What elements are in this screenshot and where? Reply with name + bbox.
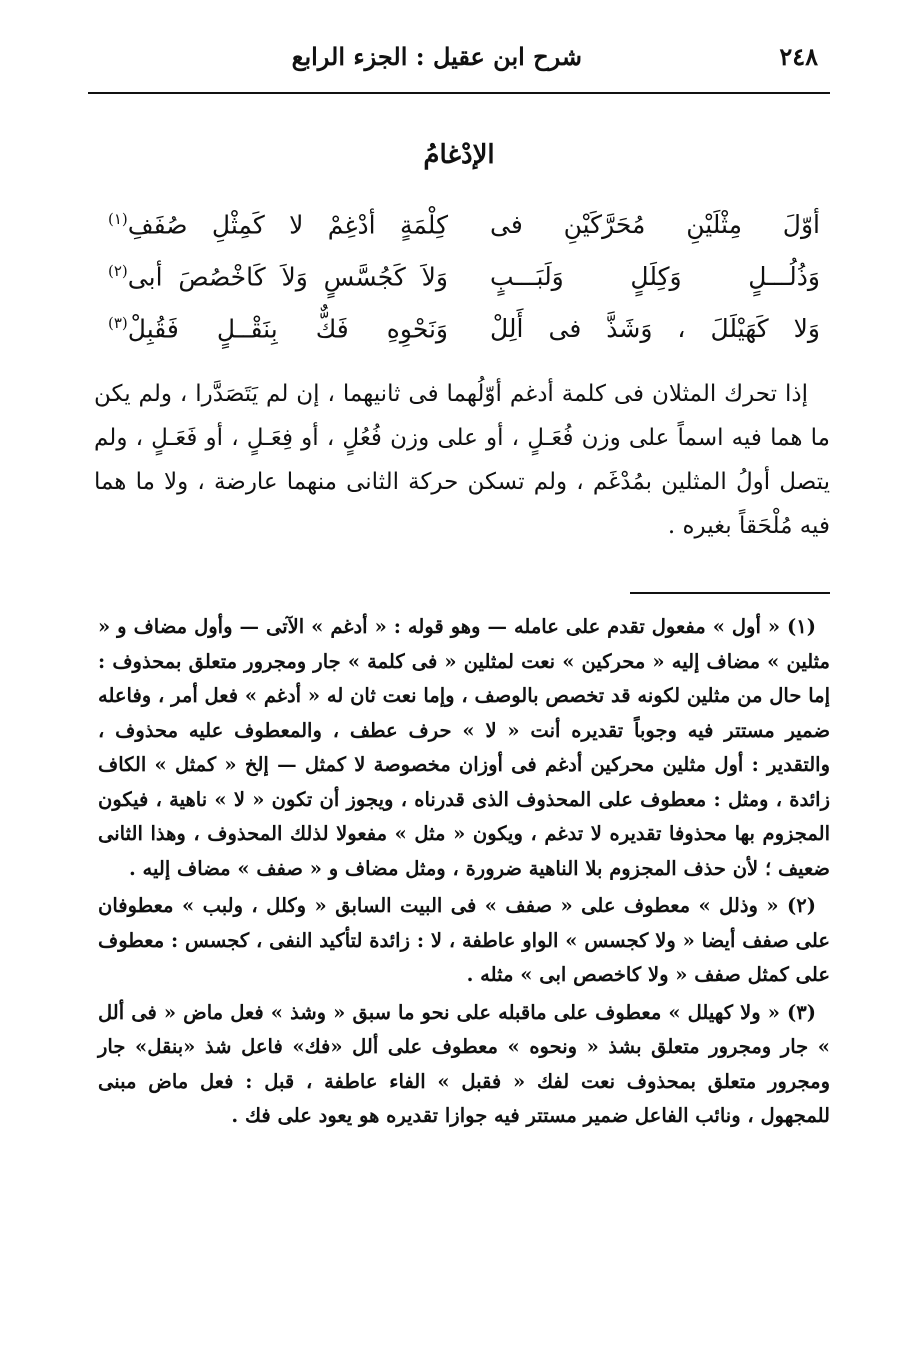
footnote bbox=[98, 996, 830, 1134]
footnotes-section bbox=[98, 610, 830, 1137]
verse-line bbox=[88, 210, 830, 254]
footnote-reference: (١) bbox=[108, 210, 128, 228]
verse-second-hemistich bbox=[108, 262, 448, 291]
running-header bbox=[88, 42, 830, 86]
verse-first-hemistich: وَلا كَهَيْلَلَ ، وَشَذَّ فى أَلِلْ bbox=[490, 314, 820, 343]
footnote bbox=[98, 889, 830, 993]
verse-second-text: كِلْمَةٍ أدْغِمْ لا كَمِثْلِ صُفَفِ bbox=[127, 210, 448, 240]
page-number: ٢٤٨ bbox=[779, 42, 818, 71]
verse-first-hemistich: أوّلَ مِثْلَيْنِ مُحَرَّكَيْنِ فى bbox=[490, 210, 820, 239]
footnote-reference: (٢) bbox=[108, 262, 128, 280]
footnote-number: (٢) bbox=[787, 894, 816, 917]
running-title: شرح ابن عقيل : الجزء الرابع bbox=[291, 42, 582, 71]
footnote-text: « أول » مفعول تقدم على عامله — وهو قوله : « أدغم » الآتى — وأول مضاف و « مثلين » مضاف إليه « محركين » نعت لمثلين « فى كلمة » جار ومجرور متعلق بمحذوف : إما حال من مثلين لكونه قد تخصص بالوصف ، وإما نعت ثان له « أدغم » فعل أمر ، وفاعله ضمير مستتر فيه وجوباً تقديره أنت « لا » حرف عطف ، والمعطوف عليه محذوف ، والتقدير : أول مثلين محركين أدغم فى أوزان مخصوصة لا كمثل — إلخ « كمثل » الكاف زائدة ، ومثل : معطوف على المحذوف الذى قدرناه ، ويجوز أن تكون « لا » ناهية ، فيكون المجزوم بها محذوفا تقديره لا تدغم ، ويكون « مثل » مفعولا لذلك المحذوف ، وهذا الثانى ضعيف ؛ لأن حذف المجزوم بلا الناهية ضرورة ، ومثل مضاف و « صفف » مضاف إليه . bbox=[98, 615, 830, 880]
commentary-paragraph bbox=[94, 372, 830, 548]
verse-second-hemistich bbox=[108, 314, 448, 343]
verse-line bbox=[88, 314, 830, 358]
verse-second-text: وَنَحْوِهِ فَكٌّ بِنَقْــلٍ فَقُبِلْ bbox=[127, 314, 448, 344]
verse-second-hemistich bbox=[108, 210, 448, 239]
footnote-text: « وذلل » معطوف على « صفف » فى البيت السابق « وكلل ، ولبب » معطوفان على صفف أيضا « ولا كجسس » الواو عاطفة ، لا : زائدة لتأكيد النفى ، كجسس : معطوف على كمثل صفف « ولا كاخصص ابى » مثله . bbox=[98, 894, 830, 986]
header-rule bbox=[88, 92, 830, 94]
verse-second-text: وَلاَ كَجُسَّسٍ وَلاَ كَاخْصُصَ أبى bbox=[127, 262, 448, 292]
footnote-number: (١) bbox=[787, 615, 816, 638]
commentary-text: إذا تحرك المثلان فى كلمة أدغم أوّلُهما فى ثانيهما ، إن لم يَتَصَدَّرا ، ولم يكن ما هما فيه اسماً على وزن فُعَـلٍ ، أو على وزن فُعُلٍ ، أو فِعَـلٍ ، أو فَعَـلٍ ، ولم يتصل أولُ المثلين بمُدْغَم ، ولم تسكن حركة الثانى منهما عارضة ، ولا ما هما فيه مُلْحَقاً بغيره . bbox=[94, 381, 830, 539]
footnote-text: « ولا كهيلل » معطوف على ماقبله على نحو ما سبق « وشذ » فعل ماض « فى ألل » جار ومجرور متعلق بشذ « ونحوه » معطوف على ألل «فك» فاعل شذ «بنقل» جار ومجرور متعلق بمحذوف نعت لفك « فقبل » الفاء عاطفة ، قبل : فعل ماض مبنى للمجهول ، ونائب الفاعل ضمير مستتر فيه جوازا تقديره هو يعود على فك . bbox=[98, 1000, 830, 1127]
section-title: الإدْغامُ bbox=[423, 140, 495, 170]
footnote-reference: (٣) bbox=[108, 314, 128, 332]
footnote bbox=[98, 610, 830, 886]
footnote-number: (٣) bbox=[787, 1000, 816, 1024]
footnote-rule bbox=[630, 592, 830, 594]
verse-line bbox=[88, 262, 830, 306]
verse-first-hemistich: وَذُلُـــلٍ وَكِلَلٍ وَلَبَـــبٍ bbox=[490, 262, 820, 291]
